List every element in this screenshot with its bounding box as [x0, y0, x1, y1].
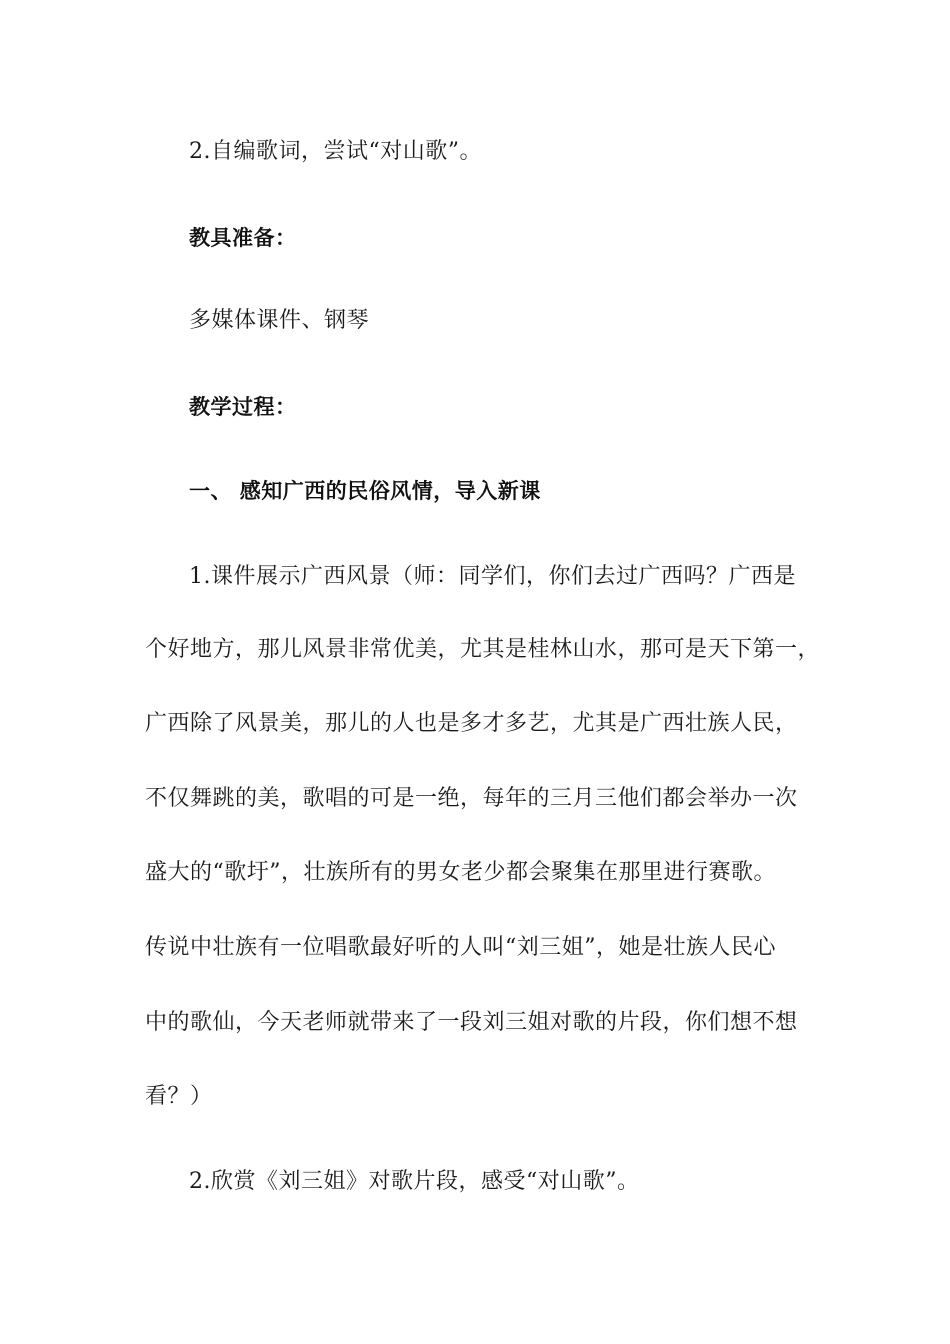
objective-item-2: 2.自编歌词，尝试“对山歌”。 [189, 139, 482, 164]
activity-item-2: 2.欣赏《刘三姐》对歌片段，感受“对山歌”。 [189, 1169, 640, 1194]
paragraph-line: 中的歌仙，今天老师就带来了一段刘三姐对歌的片段，你们想不想 [145, 1010, 798, 1035]
teaching-aids-heading: 教具准备： [189, 226, 297, 250]
paragraph-line: 不仅舞跳的美，歌唱的可是一绝，每年的三月三他们都会举办一次 [145, 786, 798, 811]
paragraph-line: 看？） [145, 1084, 213, 1109]
paragraph-line: 1.课件展示广西风景（师：同学们，你们去过广西吗？广西是 [189, 564, 796, 589]
teaching-process-heading: 教学过程： [189, 395, 297, 419]
section-heading-1: 一、 感知广西的民俗风情，导入新课 [189, 479, 541, 503]
paragraph-line: 盛大的“歌圩”，壮族所有的男女老少都会聚集在那里进行赛歌。 [145, 860, 776, 885]
paragraph-line: 个好地方，那儿风景非常优美，尤其是桂林山水，那可是天下第一， [145, 637, 821, 662]
teaching-aids-text: 多媒体课件、钢琴 [189, 308, 370, 333]
paragraph-line: 传说中壮族有一位唱歌最好听的人叫“刘三姐”，她是壮族人民心 [145, 935, 776, 960]
paragraph-line: 广西除了风景美，那儿的人也是多才多艺，尤其是广西壮族人民， [145, 711, 798, 736]
